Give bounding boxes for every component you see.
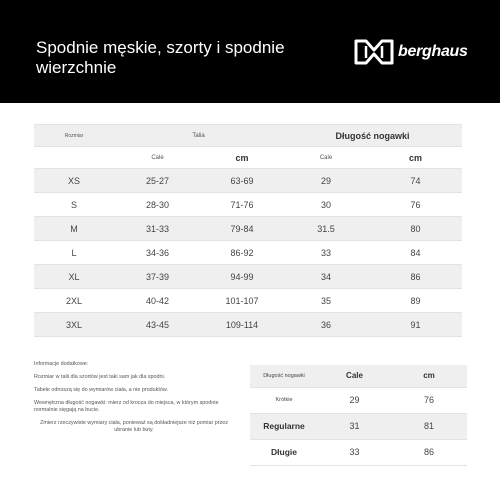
size-cell: XS xyxy=(34,169,114,193)
waist-in-cell: 43-45 xyxy=(114,313,201,337)
leg-in-cell: 34 xyxy=(283,265,369,289)
table-row xyxy=(250,439,467,465)
waist-in-cell: 37-39 xyxy=(114,265,201,289)
size-cell: S xyxy=(34,193,114,217)
header-dlugosc: Długość nogawki xyxy=(283,125,462,147)
page-title: Spodnie męskie, szorty i spodnie wierzchnie xyxy=(36,38,285,77)
waist-in-cell: 25-27 xyxy=(114,169,201,193)
leg-header-cm: cm xyxy=(391,365,467,387)
table-row xyxy=(34,313,462,337)
leg-cale-cell: 31 xyxy=(318,413,391,439)
info-body-note: Tabele odnoszą się do wymiarów ciała, a nie produktów. xyxy=(34,387,168,393)
leg-cm-cell: 74 xyxy=(369,169,462,193)
table-row xyxy=(250,387,467,413)
berghaus-logo-icon xyxy=(352,38,396,66)
leg-in-cell: 35 xyxy=(283,289,369,313)
brand-name: berghaus xyxy=(398,43,468,60)
info-leg-note: Wewnętrzna długość nogawki: mierz od krocza do miejsca, w którym spodnie normalnie sięgają na bucie. xyxy=(34,400,219,413)
table-row xyxy=(250,413,467,439)
info-measure-note: Zmierz rzeczywiste wymiary ciała, ponieważ są dokładniejsze niż pomiar przez ubranie lub buty. xyxy=(40,420,228,433)
header-cm-1: cm xyxy=(201,147,283,169)
table-row xyxy=(34,241,462,265)
header-cale-2: Cale xyxy=(283,147,369,169)
leg-in-cell: 30 xyxy=(283,193,369,217)
size-table-header-row xyxy=(34,125,462,147)
size-table-units-row xyxy=(34,147,462,169)
waist-cm-cell: 94-99 xyxy=(201,265,283,289)
table-row xyxy=(34,265,462,289)
leg-in-cell: 33 xyxy=(283,241,369,265)
leg-cm-cell: 89 xyxy=(369,289,462,313)
size-cell: 3XL xyxy=(34,313,114,337)
waist-cm-cell: 101-107 xyxy=(201,289,283,313)
leg-header-label: Długość nogawki xyxy=(250,365,318,387)
waist-in-cell: 28-30 xyxy=(114,193,201,217)
waist-cm-cell: 63-69 xyxy=(201,169,283,193)
header-banner xyxy=(0,0,500,103)
additional-info xyxy=(34,361,234,440)
header-rozmiar: Rozmiar xyxy=(34,125,114,147)
size-cell: 2XL xyxy=(34,289,114,313)
header-cale-1: Cale xyxy=(114,147,201,169)
info-waist-note: Rozmiar w talii dla szortów jest taki sam jak dla spodni. xyxy=(34,374,166,380)
waist-in-cell: 40-42 xyxy=(114,289,201,313)
header-cm-2: cm xyxy=(369,147,462,169)
leg-cm-cell: 80 xyxy=(369,217,462,241)
waist-cm-cell: 109-114 xyxy=(201,313,283,337)
leg-table-header-row xyxy=(250,365,467,387)
table-row xyxy=(34,217,462,241)
size-cell: XL xyxy=(34,265,114,289)
leg-cm-cell: 81 xyxy=(391,413,467,439)
size-table xyxy=(34,124,462,337)
leg-header-cale: Cale xyxy=(318,365,391,387)
leg-cm-cell: 86 xyxy=(369,265,462,289)
leg-label-cell: Krótkie xyxy=(250,387,318,413)
brand-logo xyxy=(352,37,468,67)
size-cell: L xyxy=(34,241,114,265)
leg-cm-cell: 76 xyxy=(391,387,467,413)
leg-label-cell: Długie xyxy=(250,439,318,465)
info-title: Informacje dodatkowe: xyxy=(34,361,89,367)
leg-cm-cell: 91 xyxy=(369,313,462,337)
header-talia: Talia xyxy=(114,125,283,147)
table-row xyxy=(34,169,462,193)
waist-cm-cell: 86-92 xyxy=(201,241,283,265)
waist-cm-cell: 71-76 xyxy=(201,193,283,217)
leg-in-cell: 36 xyxy=(283,313,369,337)
leg-cm-cell: 86 xyxy=(391,439,467,465)
leg-cm-cell: 84 xyxy=(369,241,462,265)
table-row xyxy=(34,193,462,217)
leg-in-cell: 31.5 xyxy=(283,217,369,241)
header-empty xyxy=(34,147,114,169)
size-cell: M xyxy=(34,217,114,241)
waist-in-cell: 31-33 xyxy=(114,217,201,241)
leg-cm-cell: 76 xyxy=(369,193,462,217)
waist-in-cell: 34-36 xyxy=(114,241,201,265)
waist-cm-cell: 79-84 xyxy=(201,217,283,241)
leg-label-cell: Regularne xyxy=(250,413,318,439)
leg-length-table xyxy=(250,365,467,466)
leg-in-cell: 29 xyxy=(283,169,369,193)
leg-cale-cell: 29 xyxy=(318,387,391,413)
leg-cale-cell: 33 xyxy=(318,439,391,465)
table-row xyxy=(34,289,462,313)
